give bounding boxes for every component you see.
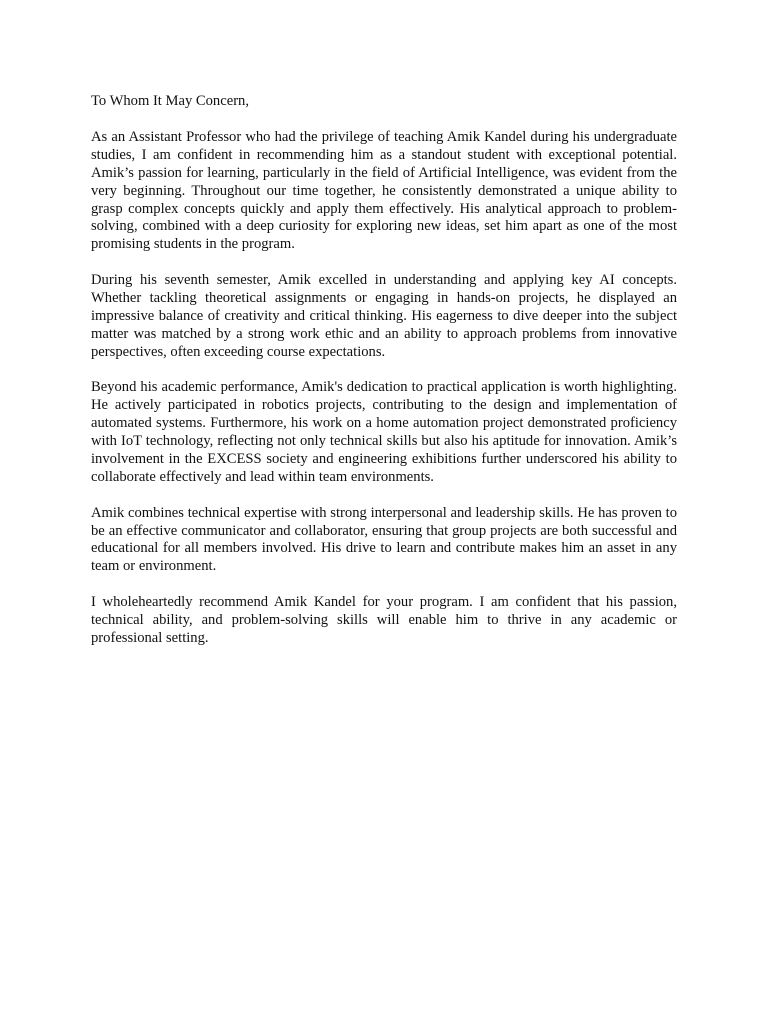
letter-paragraph-4: Amik combines technical expertise with strong interpersonal and leadership skills. He has proven to be an effective communicator and collaborator, ensuring that group projects are both successful and educational for all members involved. His drive to learn and contribute makes him an asset in any team or environment. [91, 504, 677, 575]
letter-paragraph-2: During his seventh semester, Amik excelled in understanding and applying key AI concepts. Whether tackling theoretical assignments or engaging in hands-on projects, he displayed an impressive balance of creativity and critical thinking. His eagerness to dive deeper into the subject matter was matched by a strong work ethic and an ability to approach problems from innovative perspectives, often exceeding course expectations. [91, 272, 677, 360]
letter-paragraph-3: Beyond his academic performance, Amik's dedication to practical application is worth highlighting. He actively participated in robotics projects, contributing to the design and implementation of automated systems. Furthermore, his work on a home automation project demonstrated proficiency with IoT technology, reflecting not only technical skills but also his aptitude for innovation. Amik’s involvement in the EXCESS society and engineering exhibitions further underscored his ability to collaborate effectively and lead within team environments. [91, 379, 677, 485]
letter-salutation: To Whom It May Concern, [91, 93, 249, 109]
recommendation-letter [91, 93, 677, 648]
letter-paragraph-1: As an Assistant Professor who had the privilege of teaching Amik Kandel during his undergraduate studies, I am confident in recommending him as a standout student with exceptional potential. Amik’s passion for learning, particularly in the field of Artificial Intelligence, was evident from the very beginning. Throughout our time together, he consistently demonstrated a unique ability to grasp complex concepts quickly and apply them effectively. His analytical approach to problem-solving, combined with a deep curiosity for exploring new ideas, set him apart as one of the most promising students in the program. [91, 128, 677, 253]
letter-paragraph-5: I wholeheartedly recommend Amik Kandel for your program. I am confident that his passion, technical ability, and problem-solving skills will enable him to thrive in any academic or professional setting. [91, 594, 677, 646]
